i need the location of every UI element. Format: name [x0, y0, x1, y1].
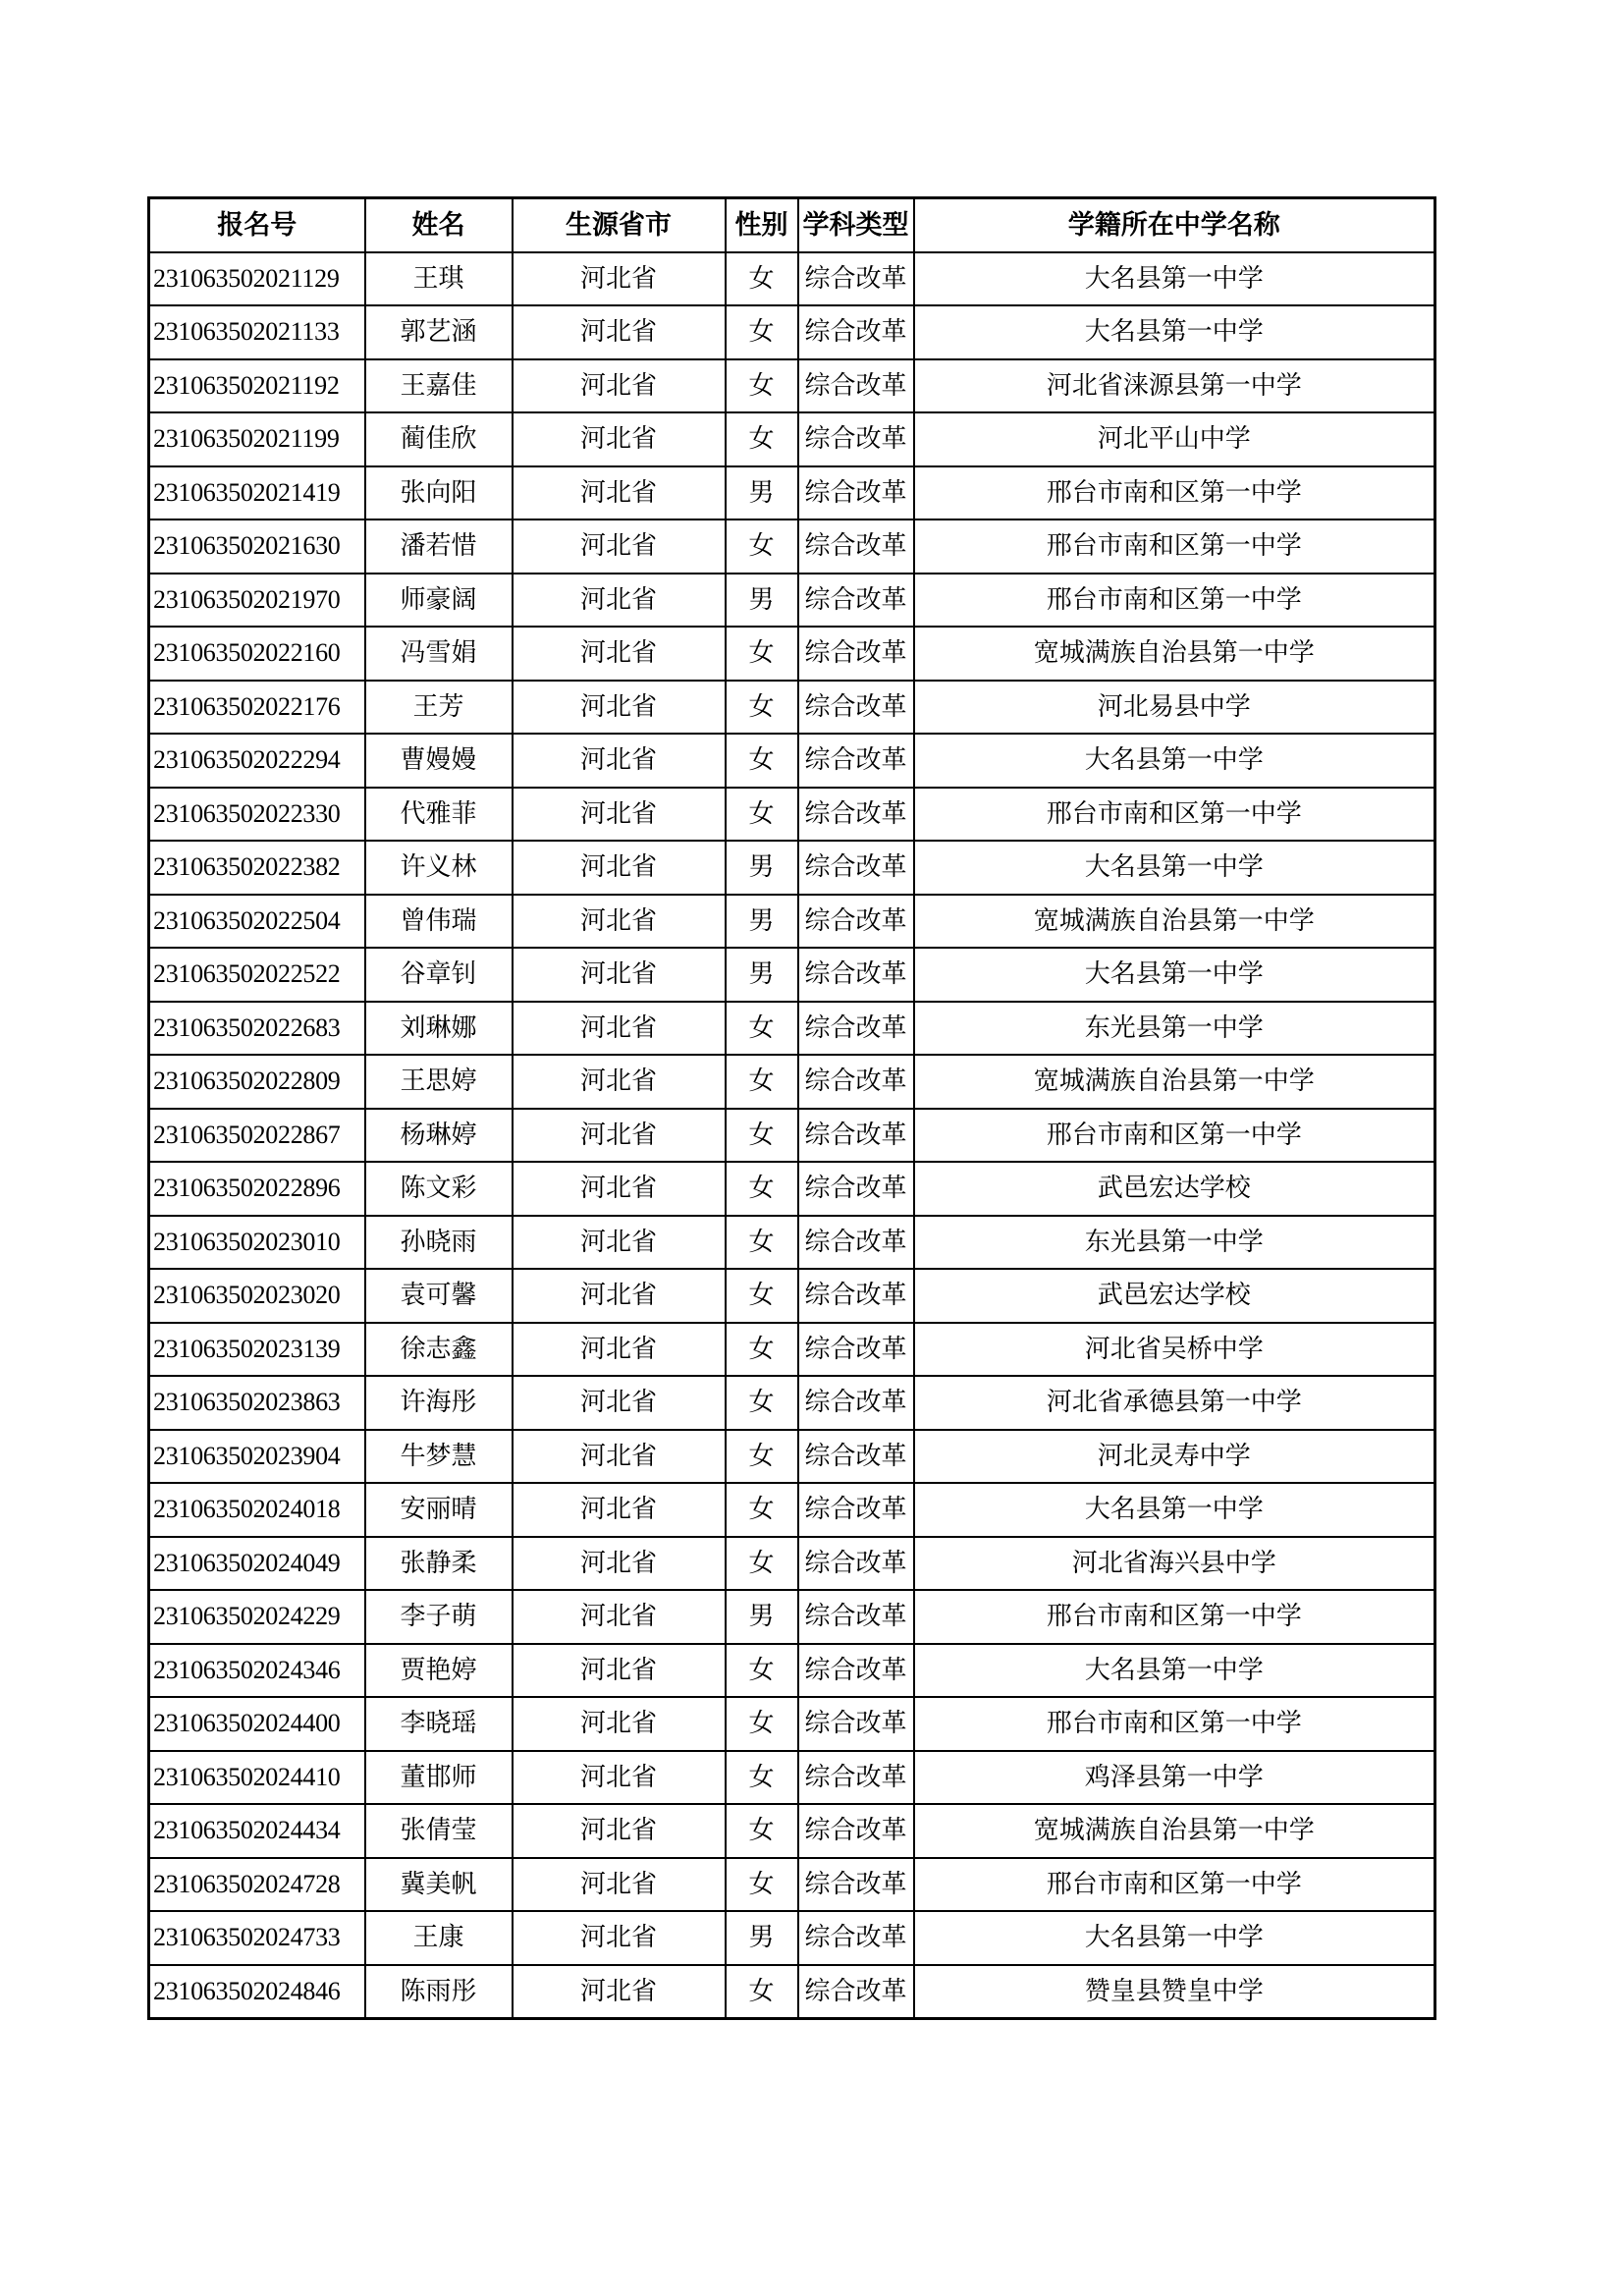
- table-row: [149, 1430, 1435, 1484]
- source-province-cell: 河北省: [513, 1697, 726, 1751]
- school-name-cell: 宽城满族自治县第一中学: [914, 895, 1435, 949]
- registration-number-cell: 231063502024400: [149, 1697, 365, 1751]
- student-name-cell: 师豪阔: [365, 574, 513, 628]
- subject-type-cell: 综合改革: [798, 1216, 914, 1270]
- gender-cell: 女: [726, 681, 798, 735]
- registration-number-cell: 231063502024018: [149, 1483, 365, 1537]
- student-name-cell: 陈文彩: [365, 1162, 513, 1216]
- gender-cell: 男: [726, 1911, 798, 1965]
- gender-cell: 女: [726, 1269, 798, 1323]
- student-name-cell: 王思婷: [365, 1055, 513, 1109]
- source-province-cell: 河北省: [513, 1751, 726, 1805]
- school-name-cell: 河北省吴桥中学: [914, 1323, 1435, 1377]
- table-row: [149, 1109, 1435, 1163]
- subject-type-cell: 综合改革: [798, 305, 914, 359]
- registration-number-cell: 231063502022160: [149, 627, 365, 681]
- school-name-cell: 赞皇县赞皇中学: [914, 1965, 1435, 2019]
- school-name-cell: 邢台市南和区第一中学: [914, 1858, 1435, 1912]
- table-row: [149, 305, 1435, 359]
- gender-cell: 女: [726, 412, 798, 466]
- school-name-cell: 宽城满族自治县第一中学: [914, 1055, 1435, 1109]
- school-name-cell: 武邑宏达学校: [914, 1162, 1435, 1216]
- school-name-cell: 邢台市南和区第一中学: [914, 519, 1435, 574]
- student-name-cell: 张倩莹: [365, 1804, 513, 1858]
- table-row: [149, 1858, 1435, 1912]
- student-name-cell: 张静柔: [365, 1537, 513, 1591]
- subject-type-cell: 综合改革: [798, 1109, 914, 1163]
- student-name-cell: 李子萌: [365, 1590, 513, 1644]
- student-name-cell: 谷章钊: [365, 948, 513, 1002]
- source-province-cell: 河北省: [513, 1162, 726, 1216]
- registration-number-cell: 231063502022294: [149, 734, 365, 788]
- table-row: [149, 1269, 1435, 1323]
- gender-cell: 女: [726, 1430, 798, 1484]
- source-province-cell: 河北省: [513, 1483, 726, 1537]
- table-row: [149, 1323, 1435, 1377]
- source-province-cell: 河北省: [513, 1216, 726, 1270]
- table-row: [149, 1002, 1435, 1056]
- registration-number-cell: 231063502021192: [149, 359, 365, 413]
- student-name-cell: 冀美帆: [365, 1858, 513, 1912]
- registration-number-cell: 231063502021133: [149, 305, 365, 359]
- source-province-cell: 河北省: [513, 788, 726, 842]
- source-province-cell: 河北省: [513, 1911, 726, 1965]
- table-row: [149, 1055, 1435, 1109]
- student-name-cell: 李晓瑶: [365, 1697, 513, 1751]
- gender-cell: 女: [726, 1858, 798, 1912]
- gender-cell: 男: [726, 895, 798, 949]
- table-row: [149, 788, 1435, 842]
- subject-type-cell: 综合改革: [798, 1911, 914, 1965]
- gender-cell: 女: [726, 1323, 798, 1377]
- student-name-cell: 代雅菲: [365, 788, 513, 842]
- school-name-cell: 宽城满族自治县第一中学: [914, 627, 1435, 681]
- source-province-cell: 河北省: [513, 466, 726, 520]
- source-province-cell: 河北省: [513, 1376, 726, 1430]
- subject-type-cell: 综合改革: [798, 734, 914, 788]
- school-name-cell: 宽城满族自治县第一中学: [914, 1804, 1435, 1858]
- table-row: [149, 1216, 1435, 1270]
- gender-cell: 女: [726, 1216, 798, 1270]
- school-name-cell: 大名县第一中学: [914, 1644, 1435, 1698]
- subject-type-cell: 综合改革: [798, 1269, 914, 1323]
- table-row: [149, 895, 1435, 949]
- table-row: [149, 1644, 1435, 1698]
- header-row: [149, 198, 1435, 252]
- school-name-cell: 大名县第一中学: [914, 1483, 1435, 1537]
- subject-type-cell: 综合改革: [798, 1430, 914, 1484]
- registration-number-cell: 231063502022683: [149, 1002, 365, 1056]
- registration-number-cell: 231063502023904: [149, 1430, 365, 1484]
- subject-type-cell: 综合改革: [798, 519, 914, 574]
- subject-type-cell: 综合改革: [798, 1804, 914, 1858]
- header-school-name: 学籍所在中学名称: [914, 198, 1435, 252]
- registration-number-cell: 231063502024728: [149, 1858, 365, 1912]
- source-province-cell: 河北省: [513, 1430, 726, 1484]
- table-row: [149, 1751, 1435, 1805]
- registration-number-cell: 231063502021970: [149, 574, 365, 628]
- source-province-cell: 河北省: [513, 574, 726, 628]
- source-province-cell: 河北省: [513, 734, 726, 788]
- gender-cell: 女: [726, 1055, 798, 1109]
- source-province-cell: 河北省: [513, 1055, 726, 1109]
- table-header: [149, 198, 1435, 252]
- gender-cell: 女: [726, 1537, 798, 1591]
- student-name-cell: 许义林: [365, 841, 513, 895]
- source-province-cell: 河北省: [513, 681, 726, 735]
- subject-type-cell: 综合改革: [798, 1055, 914, 1109]
- subject-type-cell: 综合改革: [798, 948, 914, 1002]
- school-name-cell: 邢台市南和区第一中学: [914, 466, 1435, 520]
- registration-number-cell: 231063502024434: [149, 1804, 365, 1858]
- table-body: [149, 252, 1435, 2019]
- table-row: [149, 1804, 1435, 1858]
- header-source-province: 生源省市: [513, 198, 726, 252]
- subject-type-cell: 综合改革: [798, 1751, 914, 1805]
- table-row: [149, 1162, 1435, 1216]
- student-name-cell: 冯雪娟: [365, 627, 513, 681]
- source-province-cell: 河北省: [513, 1002, 726, 1056]
- gender-cell: 女: [726, 1109, 798, 1163]
- source-province-cell: 河北省: [513, 1965, 726, 2019]
- gender-cell: 女: [726, 1965, 798, 2019]
- source-province-cell: 河北省: [513, 841, 726, 895]
- student-name-cell: 许海彤: [365, 1376, 513, 1430]
- subject-type-cell: 综合改革: [798, 1590, 914, 1644]
- gender-cell: 女: [726, 519, 798, 574]
- subject-type-cell: 综合改革: [798, 627, 914, 681]
- source-province-cell: 河北省: [513, 1109, 726, 1163]
- subject-type-cell: 综合改革: [798, 412, 914, 466]
- subject-type-cell: 综合改革: [798, 841, 914, 895]
- gender-cell: 女: [726, 1804, 798, 1858]
- gender-cell: 男: [726, 574, 798, 628]
- school-name-cell: 河北灵寿中学: [914, 1430, 1435, 1484]
- table-row: [149, 1911, 1435, 1965]
- header-registration-number: 报名号: [149, 198, 365, 252]
- school-name-cell: 大名县第一中学: [914, 734, 1435, 788]
- table-row: [149, 1590, 1435, 1644]
- student-name-cell: 董邯师: [365, 1751, 513, 1805]
- subject-type-cell: 综合改革: [798, 895, 914, 949]
- table-row: [149, 412, 1435, 466]
- subject-type-cell: 综合改革: [798, 574, 914, 628]
- registration-number-cell: 231063502024229: [149, 1590, 365, 1644]
- student-name-cell: 袁可馨: [365, 1269, 513, 1323]
- school-name-cell: 河北省海兴县中学: [914, 1537, 1435, 1591]
- registration-number-cell: 231063502023863: [149, 1376, 365, 1430]
- school-name-cell: 河北易县中学: [914, 681, 1435, 735]
- table-row: [149, 519, 1435, 574]
- student-name-cell: 孙晓雨: [365, 1216, 513, 1270]
- table-row: [149, 359, 1435, 413]
- table-row: [149, 1483, 1435, 1537]
- subject-type-cell: 综合改革: [798, 1002, 914, 1056]
- student-name-cell: 徐志鑫: [365, 1323, 513, 1377]
- gender-cell: 男: [726, 841, 798, 895]
- student-name-cell: 贾艳婷: [365, 1644, 513, 1698]
- student-name-cell: 曹嫚嫚: [365, 734, 513, 788]
- registration-number-cell: 231063502024346: [149, 1644, 365, 1698]
- school-name-cell: 邢台市南和区第一中学: [914, 1590, 1435, 1644]
- registration-number-cell: 231063502022809: [149, 1055, 365, 1109]
- gender-cell: 女: [726, 1483, 798, 1537]
- source-province-cell: 河北省: [513, 1644, 726, 1698]
- table-row: [149, 1697, 1435, 1751]
- registration-number-cell: 231063502021630: [149, 519, 365, 574]
- subject-type-cell: 综合改革: [798, 252, 914, 306]
- table-row: [149, 627, 1435, 681]
- registration-number-cell: 231063502024410: [149, 1751, 365, 1805]
- subject-type-cell: 综合改革: [798, 1644, 914, 1698]
- gender-cell: 女: [726, 627, 798, 681]
- table-row: [149, 1965, 1435, 2019]
- source-province-cell: 河北省: [513, 412, 726, 466]
- student-name-cell: 刘琳娜: [365, 1002, 513, 1056]
- student-name-cell: 杨琳婷: [365, 1109, 513, 1163]
- subject-type-cell: 综合改革: [798, 1965, 914, 2019]
- subject-type-cell: 综合改革: [798, 359, 914, 413]
- school-name-cell: 邢台市南和区第一中学: [914, 788, 1435, 842]
- registration-number-cell: 231063502024049: [149, 1537, 365, 1591]
- registration-number-cell: 231063502023139: [149, 1323, 365, 1377]
- registration-number-cell: 231063502023010: [149, 1216, 365, 1270]
- student-name-cell: 王芳: [365, 681, 513, 735]
- registration-number-cell: 231063502022504: [149, 895, 365, 949]
- gender-cell: 女: [726, 1376, 798, 1430]
- source-province-cell: 河北省: [513, 948, 726, 1002]
- gender-cell: 男: [726, 1590, 798, 1644]
- registration-number-cell: 231063502022176: [149, 681, 365, 735]
- source-province-cell: 河北省: [513, 1590, 726, 1644]
- subject-type-cell: 综合改革: [798, 1483, 914, 1537]
- table-row: [149, 948, 1435, 1002]
- registration-number-cell: 231063502022867: [149, 1109, 365, 1163]
- subject-type-cell: 综合改革: [798, 788, 914, 842]
- gender-cell: 女: [726, 1644, 798, 1698]
- student-name-cell: 安丽晴: [365, 1483, 513, 1537]
- header-subject-type: 学科类型: [798, 198, 914, 252]
- gender-cell: 女: [726, 359, 798, 413]
- school-name-cell: 武邑宏达学校: [914, 1269, 1435, 1323]
- subject-type-cell: 综合改革: [798, 1697, 914, 1751]
- table-row: [149, 841, 1435, 895]
- table-row: [149, 1537, 1435, 1591]
- source-province-cell: 河北省: [513, 359, 726, 413]
- subject-type-cell: 综合改革: [798, 466, 914, 520]
- subject-type-cell: 综合改革: [798, 681, 914, 735]
- source-province-cell: 河北省: [513, 1804, 726, 1858]
- gender-cell: 女: [726, 252, 798, 306]
- student-name-cell: 王嘉佳: [365, 359, 513, 413]
- source-province-cell: 河北省: [513, 627, 726, 681]
- student-name-cell: 曾伟瑞: [365, 895, 513, 949]
- admission-roster-table: [147, 196, 1436, 2020]
- registration-number-cell: 231063502022330: [149, 788, 365, 842]
- student-name-cell: 王琪: [365, 252, 513, 306]
- school-name-cell: 邢台市南和区第一中学: [914, 1109, 1435, 1163]
- source-province-cell: 河北省: [513, 305, 726, 359]
- table-row: [149, 1376, 1435, 1430]
- school-name-cell: 鸡泽县第一中学: [914, 1751, 1435, 1805]
- header-gender: 性别: [726, 198, 798, 252]
- source-province-cell: 河北省: [513, 519, 726, 574]
- subject-type-cell: 综合改革: [798, 1162, 914, 1216]
- school-name-cell: 河北省承德县第一中学: [914, 1376, 1435, 1430]
- registration-number-cell: 231063502024846: [149, 1965, 365, 2019]
- source-province-cell: 河北省: [513, 1323, 726, 1377]
- registration-number-cell: 231063502022382: [149, 841, 365, 895]
- registration-number-cell: 231063502022522: [149, 948, 365, 1002]
- registration-number-cell: 231063502022896: [149, 1162, 365, 1216]
- school-name-cell: 河北平山中学: [914, 412, 1435, 466]
- table-row: [149, 681, 1435, 735]
- registration-number-cell: 231063502023020: [149, 1269, 365, 1323]
- gender-cell: 男: [726, 466, 798, 520]
- table-row: [149, 574, 1435, 628]
- gender-cell: 男: [726, 948, 798, 1002]
- school-name-cell: 大名县第一中学: [914, 305, 1435, 359]
- table-row: [149, 734, 1435, 788]
- subject-type-cell: 综合改革: [798, 1323, 914, 1377]
- registration-number-cell: 231063502024733: [149, 1911, 365, 1965]
- student-name-cell: 王康: [365, 1911, 513, 1965]
- school-name-cell: 大名县第一中学: [914, 948, 1435, 1002]
- gender-cell: 女: [726, 1162, 798, 1216]
- school-name-cell: 河北省涞源县第一中学: [914, 359, 1435, 413]
- school-name-cell: 大名县第一中学: [914, 1911, 1435, 1965]
- source-province-cell: 河北省: [513, 252, 726, 306]
- school-name-cell: 东光县第一中学: [914, 1002, 1435, 1056]
- gender-cell: 女: [726, 1697, 798, 1751]
- subject-type-cell: 综合改革: [798, 1858, 914, 1912]
- source-province-cell: 河北省: [513, 895, 726, 949]
- subject-type-cell: 综合改革: [798, 1376, 914, 1430]
- subject-type-cell: 综合改革: [798, 1537, 914, 1591]
- table-row: [149, 252, 1435, 306]
- table-row: [149, 466, 1435, 520]
- student-name-cell: 陈雨彤: [365, 1965, 513, 2019]
- student-name-cell: 牛梦慧: [365, 1430, 513, 1484]
- gender-cell: 女: [726, 788, 798, 842]
- source-province-cell: 河北省: [513, 1269, 726, 1323]
- student-name-cell: 郭艺涵: [365, 305, 513, 359]
- gender-cell: 女: [726, 1751, 798, 1805]
- registration-number-cell: 231063502021199: [149, 412, 365, 466]
- registration-number-cell: 231063502021129: [149, 252, 365, 306]
- school-name-cell: 东光县第一中学: [914, 1216, 1435, 1270]
- registration-number-cell: 231063502021419: [149, 466, 365, 520]
- school-name-cell: 邢台市南和区第一中学: [914, 574, 1435, 628]
- gender-cell: 女: [726, 1002, 798, 1056]
- gender-cell: 女: [726, 734, 798, 788]
- source-province-cell: 河北省: [513, 1858, 726, 1912]
- student-name-cell: 张向阳: [365, 466, 513, 520]
- student-name-cell: 潘若惜: [365, 519, 513, 574]
- school-name-cell: 大名县第一中学: [914, 841, 1435, 895]
- school-name-cell: 大名县第一中学: [914, 252, 1435, 306]
- source-province-cell: 河北省: [513, 1537, 726, 1591]
- gender-cell: 女: [726, 305, 798, 359]
- header-name: 姓名: [365, 198, 513, 252]
- school-name-cell: 邢台市南和区第一中学: [914, 1697, 1435, 1751]
- student-name-cell: 蔺佳欣: [365, 412, 513, 466]
